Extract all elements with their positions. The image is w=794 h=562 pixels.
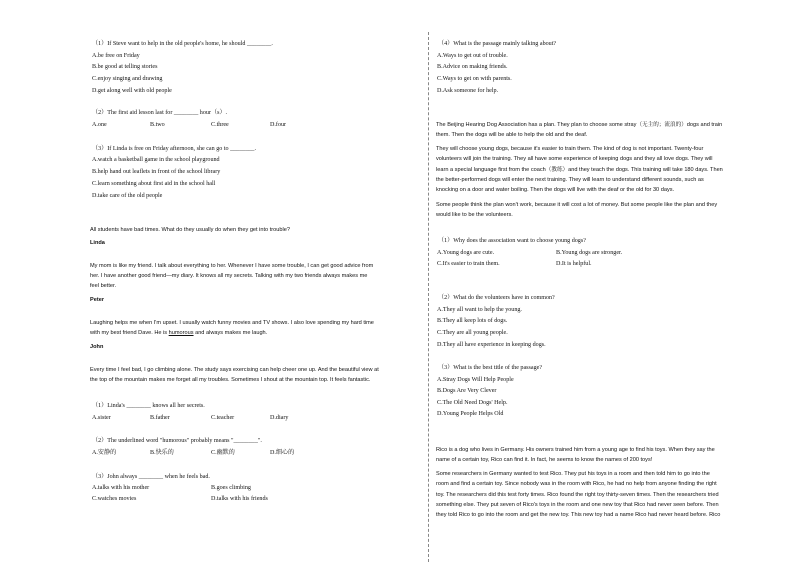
paragraph-line: with my best friend Dave. He is humorous and always makes me laugh. <box>90 330 268 336</box>
question-first-aid: （2）The first aid lesson last for ________ hour（s）. <box>92 110 228 116</box>
question-steve: （1）If Steve want to help in the old people's home, he should ________. <box>92 41 273 47</box>
question-young-dogs: （1）Why does the association want to choose young dogs? <box>438 238 586 244</box>
option: C.It's easier to train them. <box>437 261 500 267</box>
option: B.Dogs Are Very Clever <box>437 388 497 394</box>
option: B.be good at telling stories <box>92 64 158 70</box>
option: D.It is helpful. <box>556 261 592 267</box>
paragraph-line: them. Then the dogs will be able to help the old and the deaf. <box>436 132 588 138</box>
option: A.one <box>92 122 107 128</box>
paragraph-line: feel better. <box>90 283 117 289</box>
option: B.father <box>150 415 170 421</box>
paragraph-line: room and find a certain toy. Since nobody was in the room with Rico, he had no help from anyone finding the right <box>436 481 717 487</box>
name-heading-peter: Peter <box>90 297 104 303</box>
question-main-idea: （4）What is the passage mainly talking about? <box>438 41 557 47</box>
paragraph-line: learn a special language first from the coach（教练）and they teach the dogs. This training will take 180 days. Then <box>436 167 723 173</box>
paragraph-line: They will choose young dogs, because it's easier to train them. The kind of dog is not important. Twenty-four <box>436 146 704 152</box>
paragraph-line: Every time I feel bad, I go climbing alone. The study says exercising can help cheer one up. And the beautiful view at <box>90 367 379 373</box>
paragraph-line: toy. The researchers did this test forty times. Rico found the right toy thirty-seven times. Then the researchers tried <box>436 492 719 498</box>
option: C.learn something about first aid in the school hall <box>92 181 216 187</box>
option: B.They all keep lots of dogs. <box>437 318 508 324</box>
option: D.get along well with old people <box>92 88 172 94</box>
name-heading-john: John <box>90 344 104 350</box>
option: D.take care of the old people <box>92 193 163 199</box>
paragraph-line: Some researchers in Germany wanted to test Rico. They put his toys in a room and then told him to go into the <box>436 471 710 477</box>
paragraph-line: Laughing helps me when I'm upset. I usually watch funny movies and TV shows. I also love spending my hard time <box>90 320 374 326</box>
option: B.two <box>150 122 165 128</box>
option: B.goes climbing <box>211 485 251 491</box>
option: A.be free on Friday <box>92 53 140 59</box>
paragraph-line: My mom is like my friend. I talk about everything to her. Whenever I have some trouble, I can get good advice from <box>90 263 374 269</box>
option: C.The Old Need Dogs' Help. <box>437 400 508 406</box>
underlined-word: humorous <box>168 330 194 336</box>
option: A.They all want to help the young. <box>437 307 522 313</box>
option: A.watch a basketball game in the school playground <box>92 157 220 163</box>
paragraph-line: volunteers will join the training. They all have some experience of keeping dogs and they all love dogs. They will <box>436 156 713 162</box>
paragraph-line: Rico is a dog who lives in Germany. His owners trained him from a young age to find his toys. When they say the <box>436 447 715 453</box>
option: D.细心的 <box>270 450 295 456</box>
option: A.sister <box>92 415 111 421</box>
passage-intro: All students have bad times. What do they usually do when they get into trouble? <box>90 227 290 233</box>
question-humorous: （2）The underlined word "humorous" probably means "________". <box>92 438 262 444</box>
option: C.teacher <box>211 415 235 421</box>
paragraph-line: they told Rico to go into the room and get the new toy. This new toy had a name Rico had never heard before. Rico <box>436 512 721 518</box>
question-best-title: （3）What is the best title of the passage? <box>438 365 543 371</box>
paragraph-line: name of a certain toy, Rico can find it. In fact, he seems to know the names of 200 toys! <box>436 457 653 463</box>
option: A.Ways to get out of trouble. <box>437 53 508 59</box>
option: C.幽默的 <box>211 450 235 456</box>
option: C.enjoy singing and drawing <box>92 76 163 82</box>
option: D.diary <box>270 415 289 421</box>
option: C.three <box>211 122 229 128</box>
option: B.快乐的 <box>150 450 174 456</box>
option: B.Young dogs are stronger. <box>556 250 623 256</box>
option: C.watches movies <box>92 496 137 502</box>
question-linda-free: （3）If Linda is free on Friday afternoon, she can go to ________. <box>92 146 256 152</box>
option: B.Advice on making friends. <box>437 64 508 70</box>
option: D.talks with his friends <box>211 496 268 502</box>
option: C.They are all young people. <box>437 330 508 336</box>
option: A.Young dogs are cute. <box>437 250 495 256</box>
option: A.talks with his mother <box>92 485 150 491</box>
option: B.help hand out leaflets in front of the school library <box>92 169 221 175</box>
option: D.They all have experience in keeping dogs. <box>437 342 546 348</box>
option: A.Stray Dogs Will Help People <box>437 377 514 383</box>
paragraph-line: the better-performed dogs will enter the next training. They will learn to understand different sounds, such as <box>436 177 704 183</box>
question-john: （3）John always ________ when he feels bad. <box>92 474 210 480</box>
column-divider <box>428 32 429 562</box>
question-volunteers: （2）What do the volunteers have in common? <box>438 295 555 301</box>
name-heading-linda: Linda <box>90 240 105 246</box>
question-secrets: （1）Linda's ________ knows all her secrets. <box>92 403 205 409</box>
paragraph-line: the top of the mountain makes me forget all my troubles. Sometimes I shout at the mountain top. It feels fantastic. <box>90 377 371 383</box>
paragraph-line: Some people think the plan won't work, because it will cost a lot of money. But some people like the plan and they <box>436 202 718 208</box>
option: D.four <box>270 122 287 128</box>
option: D.Young People Helps Old <box>437 411 504 417</box>
paragraph-line: The Beijing Hearing Dog Association has a plan. They plan to choose some stray（无主的；流浪的）dogs and train <box>436 122 723 128</box>
paragraph-line: knocking on a door and water boiling. Then the dogs will live with the deaf or the old for 30 days. <box>436 187 675 193</box>
paragraph-line: her. I have another good friend—my diary. It knows all my secrets. Talking with my two friends always makes me <box>90 273 368 279</box>
option: A.安静的 <box>92 450 117 456</box>
option: D.Ask someone for help. <box>437 88 499 94</box>
paragraph-line: something else. They put seven of Rico's toys in the room and one new toy that Rico had never seen before. Then <box>436 502 719 508</box>
paragraph-line: would like to be the volunteers. <box>436 212 513 218</box>
option: C.Ways to get on with parents. <box>437 76 512 82</box>
